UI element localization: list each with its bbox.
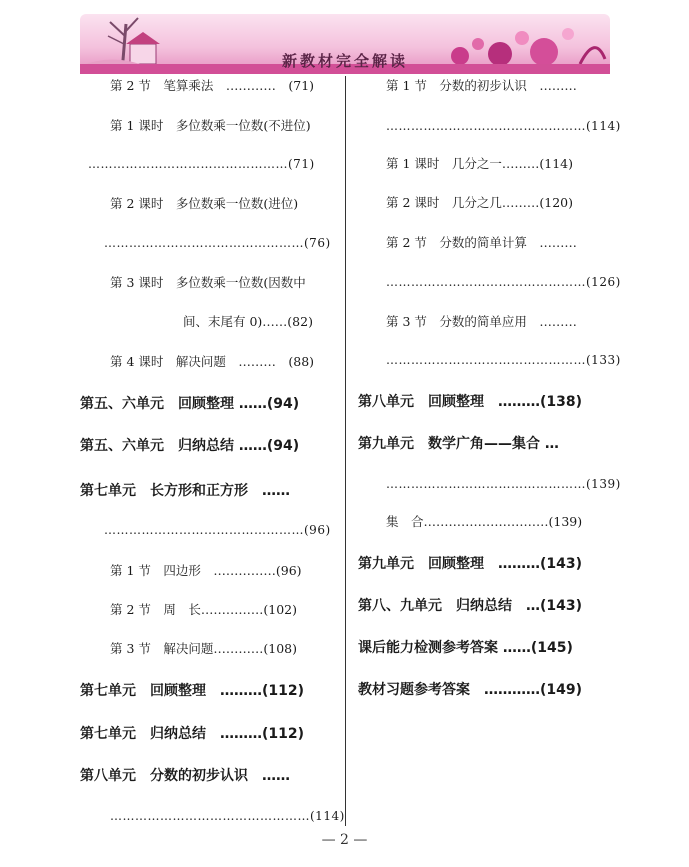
toc-entry[interactable]: 第 1 节 分数的初步认识 ……… xyxy=(386,78,577,93)
toc-entry[interactable]: …………………………………………(133) xyxy=(386,353,621,367)
toc-entry[interactable]: 第 3 课时 多位数乘一位数(因数中 xyxy=(110,275,306,290)
toc-entry[interactable]: 集 合…………………………(139) xyxy=(386,514,583,529)
toc-entry[interactable]: 第 4 课时 解决问题 ……… (88) xyxy=(110,354,315,369)
toc-entry[interactable]: 第五、六单元 归纳总结 ……(94) xyxy=(80,438,300,454)
page-number: — 2 — xyxy=(321,832,368,848)
toc-entry[interactable]: 第 2 节 笔算乘法 ………… (71) xyxy=(110,78,315,93)
toc-entry[interactable]: 间、末尾有 0)……(82) xyxy=(183,314,313,329)
toc-entry[interactable]: …………………………………………(139) xyxy=(386,477,621,491)
toc-entry[interactable]: 第 3 节 分数的简单应用 ……… xyxy=(386,314,577,329)
toc-entry[interactable]: 第 1 课时 多位数乘一位数(不进位) xyxy=(110,118,311,133)
toc-entry[interactable]: 第 1 课时 几分之一………(114) xyxy=(386,156,574,171)
toc-entry[interactable]: 第九单元 回顾整理 ………(143) xyxy=(358,556,583,572)
toc-entry[interactable]: 第八单元 分数的初步认识 …… xyxy=(80,768,290,784)
column-divider xyxy=(345,76,346,826)
toc-entry[interactable]: …………………………………………(71) xyxy=(88,157,315,171)
toc-entry[interactable]: 第 2 课时 多位数乘一位数(进位) xyxy=(110,196,299,211)
toc-entry[interactable]: …………………………………………(96) xyxy=(104,523,331,537)
toc-entry[interactable]: 教材习题参考答案 …………(149) xyxy=(358,682,583,698)
toc-entry[interactable]: 第八单元 回顾整理 ………(138) xyxy=(358,394,583,410)
book-title: 新教材完全解读 xyxy=(281,52,408,70)
toc-entry[interactable]: 第七单元 长方形和正方形 …… xyxy=(80,483,290,499)
toc-entry[interactable]: 第 2 节 周 长……………(102) xyxy=(110,602,298,617)
toc-entry[interactable]: 第 2 节 分数的简单计算 ……… xyxy=(386,235,577,250)
toc-entry[interactable]: 第 3 节 解决问题…………(108) xyxy=(110,641,298,656)
toc-entry[interactable]: 课后能力检测参考答案 ……(145) xyxy=(358,640,573,656)
toc-entry[interactable]: 第五、六单元 回顾整理 ……(94) xyxy=(80,396,300,412)
toc-entry[interactable]: 第七单元 归纳总结 ………(112) xyxy=(80,726,305,742)
toc-entry[interactable]: 第九单元 数学广角——集合 … xyxy=(358,436,559,452)
toc-entry[interactable]: 第七单元 回顾整理 ………(112) xyxy=(80,683,305,699)
toc-entry[interactable]: 第 1 节 四边形 ……………(96) xyxy=(110,563,302,578)
toc-entry[interactable]: …………………………………………(114) xyxy=(110,809,345,823)
toc-entry[interactable]: …………………………………………(126) xyxy=(386,275,621,289)
toc-entry[interactable]: …………………………………………(76) xyxy=(104,236,331,250)
toc-entry[interactable]: 第 2 课时 几分之几………(120) xyxy=(386,195,574,210)
toc-entry[interactable]: 第八、九单元 归纳总结 …(143) xyxy=(358,598,583,614)
header-banner xyxy=(80,14,610,74)
toc-entry[interactable]: …………………………………………(114) xyxy=(386,119,621,133)
